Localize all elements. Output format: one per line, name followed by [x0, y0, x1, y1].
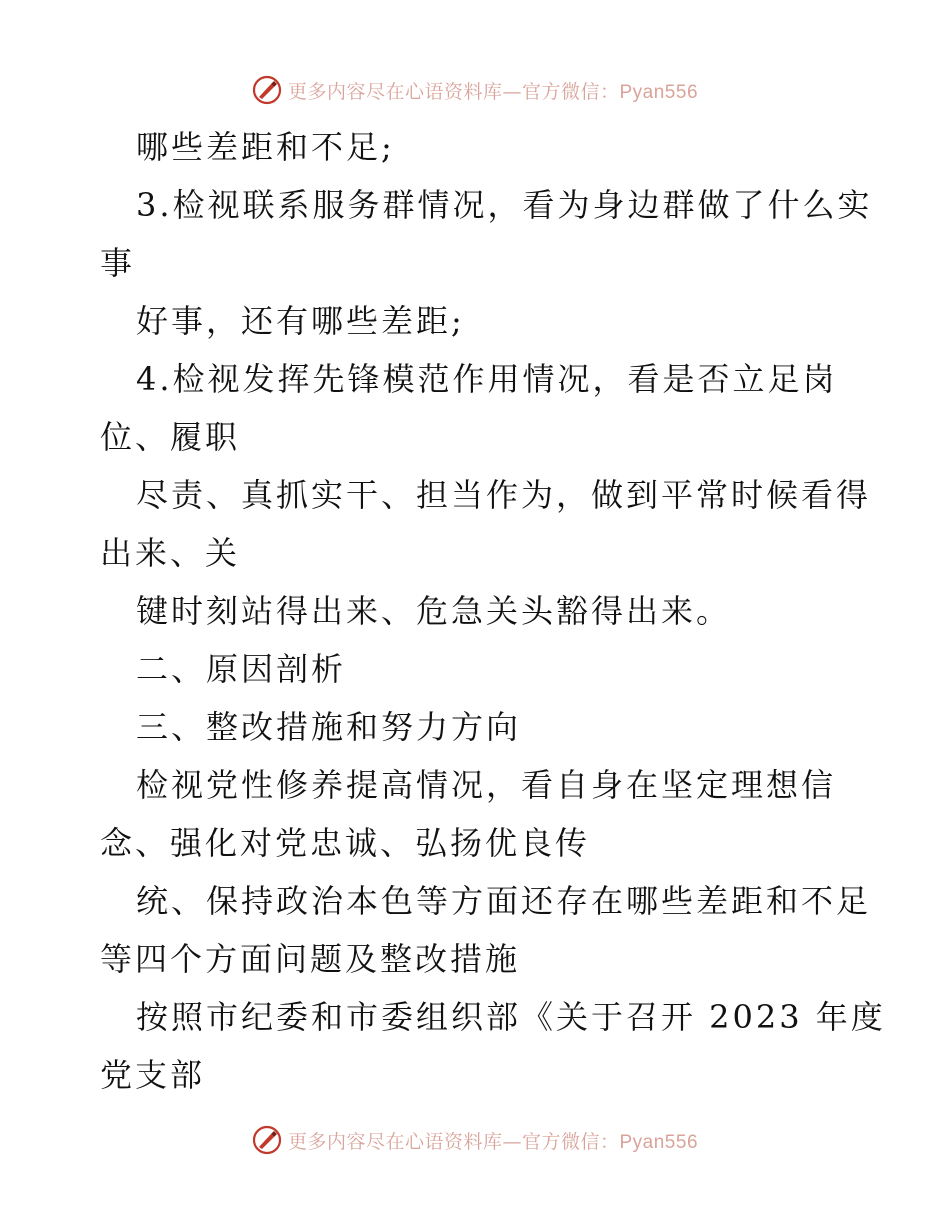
text-line: 统、保持政治本色等方面还存在哪些差距和不足 [136, 882, 872, 920]
text-line: 念、强化对党忠诚、弘扬优良传 [100, 824, 591, 862]
text-line: 出来、关 [100, 534, 241, 572]
header-watermark [0, 70, 950, 110]
watermark-text: 更多内容尽在心语资料库—官方微信：Pyan556 [287, 80, 699, 103]
text-line: 检视党性修养提高情况，看自身在坚定理想信 [136, 766, 837, 804]
section-heading: 三、整改措施和努力方向 [136, 708, 522, 746]
text-line: 党支部 [100, 1056, 206, 1094]
text-line: 位、履职 [100, 418, 241, 456]
text-line: 事 [100, 244, 136, 282]
watermark-text: 更多内容尽在心语资料库—官方微信：Pyan556 [287, 1130, 699, 1153]
text-line: 哪些差距和不足; [136, 128, 395, 166]
text-line: 好事，还有哪些差距; [136, 302, 465, 340]
text-line: 键时刻站得出来、危急关头豁得出来。 [136, 592, 732, 630]
text-line: 等四个方面问题及整改措施 [100, 940, 521, 978]
text-line: 4.检视发挥先锋模范作用情况，看是否立足岗 [136, 360, 838, 398]
pen-logo-icon [252, 75, 282, 105]
text-line: 按照市纪委和市委组织部《关于召开 2023 年度 [136, 998, 886, 1036]
footer-watermark [0, 1120, 950, 1160]
text-line: 3.检视联系服务群情况，看为身边群做了什么实 [136, 186, 873, 224]
text-line: 尽责、真抓实干、担当作为，做到平常时候看得 [136, 476, 872, 514]
section-heading: 二、原因剖析 [136, 650, 347, 688]
document-body [100, 118, 886, 1104]
pen-logo-icon [252, 1125, 282, 1155]
